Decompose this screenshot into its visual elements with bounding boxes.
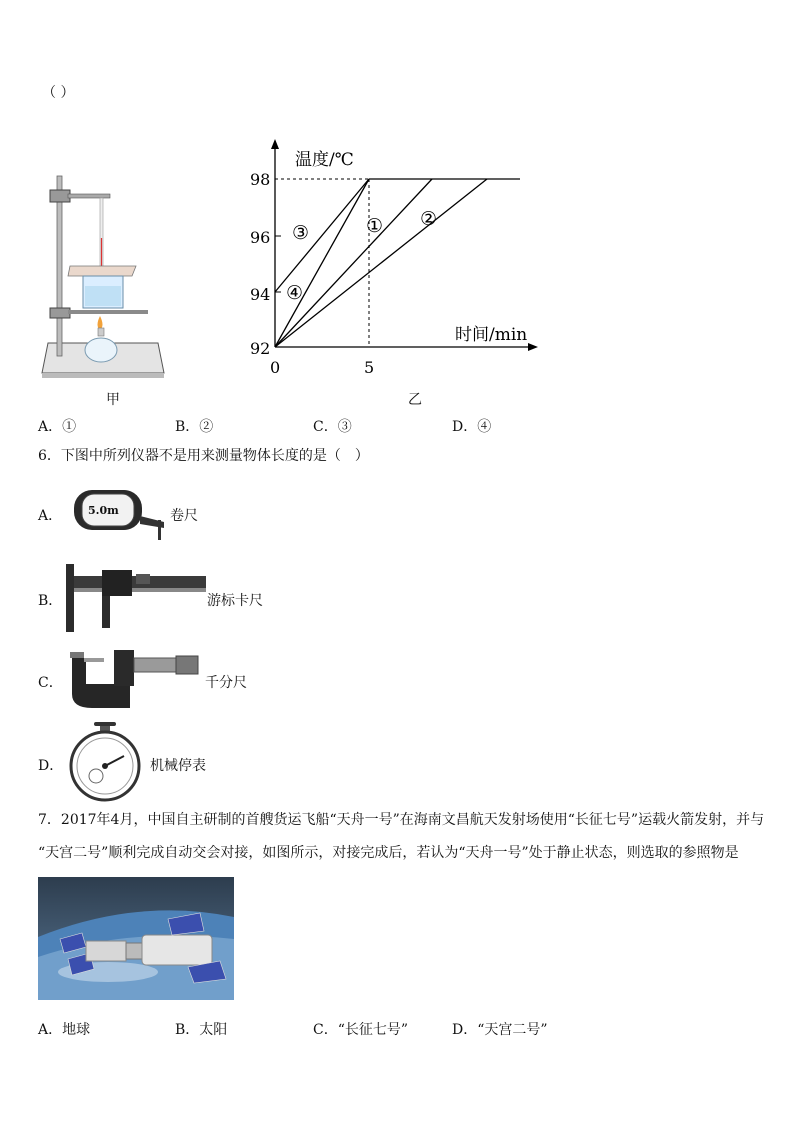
q7-option-a[interactable]: A．地球 — [38, 1022, 91, 1038]
q6-option-c-label: 千分尺 — [205, 675, 247, 691]
q7-stem-line1: 7．2017年4月，中国自主研制的首艘货运飞船“天舟一号”在海南文昌航天发射场使用“长征七号”运载火箭发射，并与 — [38, 812, 765, 828]
series-line-3 — [275, 179, 369, 292]
q6-option-d-letter[interactable]: D． — [38, 758, 64, 774]
x-tick-5: 5 — [364, 358, 375, 377]
series-label-2: ② — [420, 208, 438, 230]
q6-stem: 6．下图中所列仪器不是用来测量物体长度的是（ ） — [38, 448, 369, 464]
tape-measure-image — [68, 480, 168, 542]
series-label-1: ① — [366, 215, 384, 237]
q6-option-c-letter[interactable]: C． — [38, 675, 63, 691]
x-axis-label: 时间/min — [455, 325, 528, 345]
lab-apparatus-figure — [38, 168, 168, 383]
series-line-2 — [275, 179, 487, 347]
q6-option-b-letter[interactable]: B． — [38, 593, 63, 609]
y-tick-94: 94 — [250, 285, 271, 304]
y-axis-arrow — [271, 139, 279, 149]
answer-paren: （ ） — [42, 85, 75, 101]
graph-label: 乙 — [408, 392, 422, 408]
y-axis-label: 温度/℃ — [295, 150, 354, 170]
q5-option-a[interactable]: A．① — [38, 419, 77, 435]
apparatus-label: 甲 — [106, 392, 120, 408]
y-tick-98: 98 — [250, 170, 271, 189]
spacecraft-docking-image — [38, 877, 234, 1000]
q6-option-d-label: 机械停表 — [150, 758, 206, 774]
temperature-time-graph — [240, 135, 550, 385]
q6-option-a-letter[interactable]: A． — [38, 508, 63, 524]
x-tick-0: 0 — [270, 358, 281, 377]
y-tick-96: 96 — [250, 228, 271, 247]
q5-option-d[interactable]: D．④ — [452, 419, 492, 435]
vernier-caliper-image — [62, 558, 207, 636]
micrometer-image — [64, 644, 204, 714]
stopwatch-image — [64, 722, 146, 802]
y-tick-92: 92 — [250, 339, 271, 358]
series-line-4 — [275, 179, 369, 347]
q7-option-b[interactable]: B．太阳 — [175, 1022, 228, 1038]
q7-stem-line2: “天宫二号”顺利完成自动交会对接，如图所示，对接完成后，若认为“天舟一号”处于静止状态，则选取的参照物是 — [38, 845, 739, 861]
svg-text:5.0m: 5.0m — [88, 504, 119, 517]
q6-option-b-label: 游标卡尺 — [207, 593, 263, 609]
x-axis-arrow — [528, 343, 538, 351]
q5-option-c[interactable]: C．③ — [313, 419, 352, 435]
q7-option-d[interactable]: D．“天宫二号” — [452, 1022, 548, 1038]
q5-option-b[interactable]: B．② — [175, 419, 214, 435]
q6-option-a-label: 卷尺 — [170, 508, 198, 524]
series-label-4: ④ — [286, 282, 304, 304]
series-label-3: ③ — [292, 222, 310, 244]
q7-option-c[interactable]: C．“长征七号” — [313, 1022, 409, 1038]
